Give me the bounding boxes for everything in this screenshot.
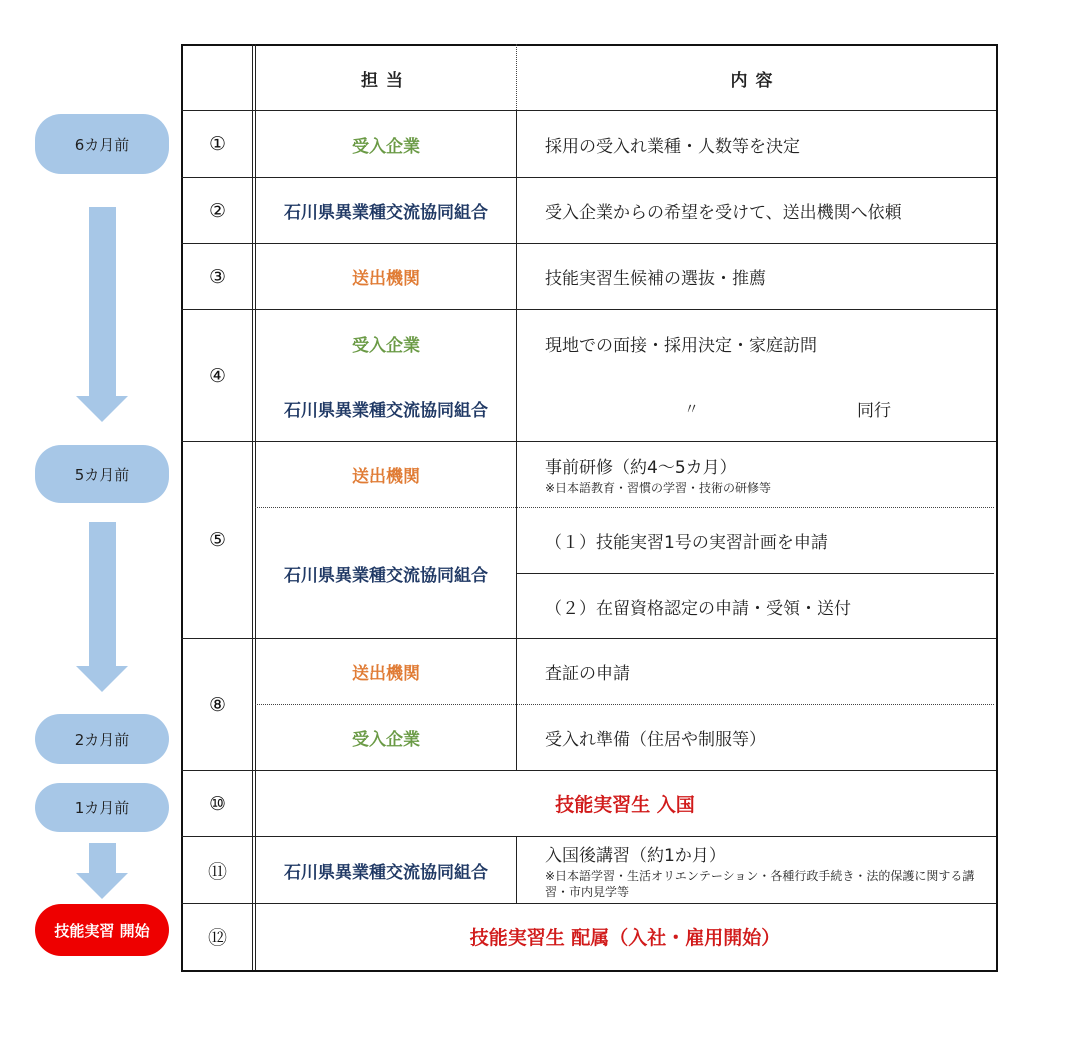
responsible-party: 石川県異業種交流協同組合 [284,401,488,421]
timeline-2-months: 2カ月前 [35,714,169,764]
header-who: 担当 [361,70,411,91]
step-content [517,442,994,507]
responsible-party: 石川県異業種交流協同組合 [284,565,488,586]
step-content [517,837,994,903]
timeline-1-month: 1カ月前 [35,783,169,832]
step-content-note: ※日本語教育・習慣の学習・技術の研修等 [545,481,772,495]
step-number: ⑤ [208,529,227,551]
responsible-party: 送出機関 [352,467,420,487]
arrow-down-icon [76,522,129,692]
step-content: 技能実習生候補の選抜・推薦 [545,269,766,289]
step-content: 同行 [857,401,891,421]
step-content-main: 事前研修（約4～5カ月） [545,458,737,478]
arrow-down-icon [76,207,129,422]
step-number: ⑪ [207,860,227,883]
header-what: 内容 [730,70,781,91]
step-number: ⑫ [207,926,227,949]
responsible-party: 送出機関 [352,269,420,289]
step-number: ① [208,133,227,155]
step-content: （２）在留資格認定の申請・受領・送付 [545,598,851,619]
step-content-main: 入国後講習（約1か月） [545,845,726,866]
step-number: ④ [208,364,227,387]
responsible-party: 石川県異業種交流協同組合 [284,203,488,223]
assignment-banner: 技能実習生 配属（入社・雇用開始） [469,926,781,949]
step-content-note: ※日本語学習・生活オリエンテーション・各種行政手続き・法的保護に関する講習・市内見学等 [545,868,975,899]
step-content: 現地での面接・採用決定・家庭訪問 [545,335,817,356]
arrival-banner: 技能実習生 入国 [555,794,695,816]
step-content: 採用の受入れ業種・人数等を決定 [545,136,800,157]
responsible-party: 石川県異業種交流協同組合 [284,862,488,883]
step-number: ⑧ [208,693,227,716]
timeline-6-months: 6カ月前 [35,114,169,174]
responsible-party: 受入企業 [352,730,420,750]
step-number: ② [208,199,227,222]
responsible-party: 受入企業 [352,136,420,157]
responsible-party: 受入企業 [352,335,420,356]
step-content: （１）技能実習1号の実習計画を申請 [545,533,828,553]
responsible-party: 送出機関 [352,664,420,684]
step-number: ③ [208,265,227,288]
step-content: 査証の申請 [545,664,630,684]
step-content: 受入企業からの希望を受けて、送出機関へ依頼 [545,203,902,223]
step-content: 受入れ準備（住居や制服等） [545,730,766,750]
timeline-5-months: 5カ月前 [35,445,169,503]
timeline-start: 技能実習 開始 [35,904,169,956]
process-table [181,44,996,970]
ditto-mark: 〃 [684,400,700,418]
arrow-down-icon [76,843,129,899]
step-number: ⑩ [208,792,227,815]
